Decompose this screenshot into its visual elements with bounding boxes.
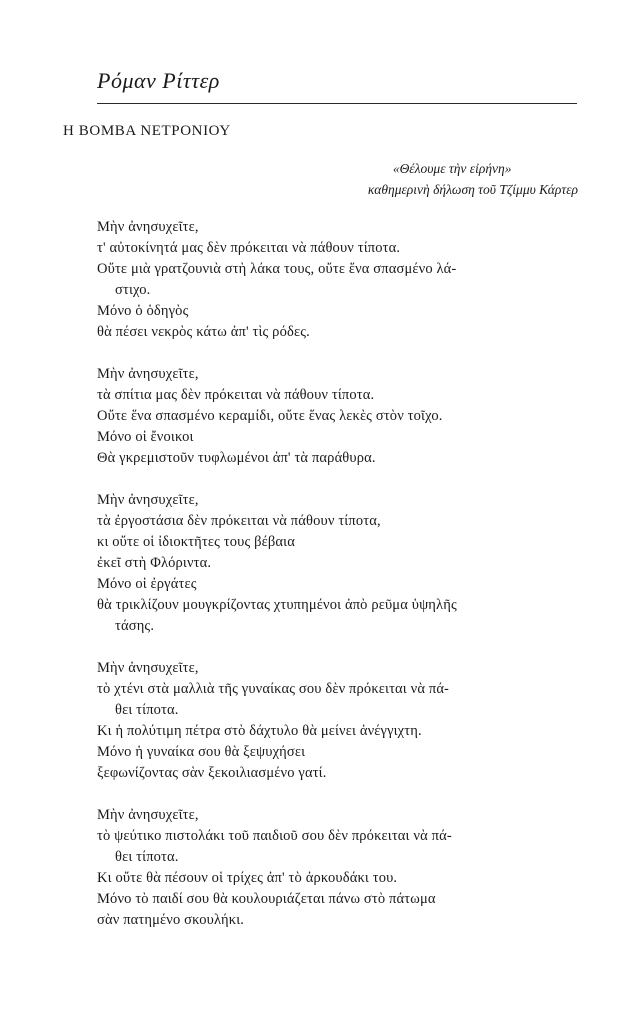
poem-line: Μόνο ἡ γυναίκα σου θὰ ξεψυχήσει — [97, 744, 306, 760]
header-rule — [97, 103, 577, 104]
poem-line: τὰ σπίτια μας δὲν πρόκειται νὰ πάθουν τίποτα. — [97, 387, 375, 403]
poem-line: Κι ἡ πολύτιμη πέτρα στὸ δάχτυλο θὰ μείνει ἀνέγγιχτη. — [97, 723, 422, 739]
poem-line: κι οὔτε οἱ ἰδιοκτῆτες τους βέβαια — [97, 534, 295, 550]
poem-line: Μόνο ὁ ὁδηγὸς — [97, 303, 189, 319]
poem-line: ξεφωνίζοντας σὰν ξεκοιλιασμένο γατί. — [97, 765, 327, 781]
poem-line: Οὔτε ἕνα σπασμένο κεραμίδι, οὔτε ἕνας λεκὲς στὸν τοῖχο. — [97, 408, 443, 424]
poem-line: Μόνο οἱ ἐργάτες — [97, 576, 197, 592]
poem-line: Κι οὔτε θὰ πέσουν οἱ τρίχες ἀπ' τὸ ἀρκουδάκι του. — [97, 870, 398, 886]
poem-line: τ' αὐτοκίνητά μας δὲν πρόκειται νὰ πάθουν τίποτα. — [97, 240, 401, 256]
poem-line: ἐκεῖ στὴ Φλόριντα. — [97, 555, 212, 571]
poem-title: Η ΒΟΜΒΑ ΝΕΤΡΟΝΙΟΥ — [63, 123, 231, 139]
poem-line: Μόνο τὸ παιδί σου θὰ κουλουριάζεται πάνω στὸ πάτωμα — [97, 891, 436, 907]
poem-line: Θὰ γκρεμιστοῦν τυφλωμένοι ἀπ' τὰ παράθυρα. — [97, 450, 376, 466]
poem-line: τάσης. — [115, 618, 155, 634]
stanza — [97, 658, 587, 784]
poem-line: θὰ τρικλίζουν μουγκρίζοντας χτυπημένοι ἀπὸ ρεῦμα ὑψηλῆς — [97, 597, 457, 613]
stanza — [97, 490, 587, 637]
stanza — [97, 217, 587, 343]
poem-line: Μὴν ἀνησυχεῖτε, — [97, 492, 199, 508]
poem-line: Οὔτε μιὰ γρατζουνιὰ στὴ λάκα τους, οὔτε ἕνα σπασμένο λά- — [97, 261, 457, 277]
poem-line: θει τίποτα. — [115, 849, 179, 865]
poem-line: Μὴν ἀνησυχεῖτε, — [97, 219, 199, 235]
stanza — [97, 364, 587, 469]
poem-line: σὰν πατημένο σκουλήκι. — [97, 912, 245, 928]
poem-line: τὰ ἐργοστάσια δὲν πρόκειται νὰ πάθουν τίποτα, — [97, 513, 381, 529]
poem-line: στιχο. — [115, 282, 151, 298]
poem-line: θει τίποτα. — [115, 702, 179, 718]
epigraph — [368, 158, 578, 200]
epigraph-attribution: καθημερινὴ δήλωση τοῦ Τζίμμυ Κάρτερ — [367, 182, 578, 197]
poem-line: Μὴν ἀνησυχεῖτε, — [97, 660, 199, 676]
poem-body — [97, 217, 587, 952]
poem-line: θὰ πέσει νεκρὸς κάτω ἀπ' τὶς ρόδες. — [97, 324, 310, 340]
poem-line: τὸ χτένι στὰ μαλλιὰ τῆς γυναίκας σου δὲν πρόκειται νὰ πά- — [97, 681, 450, 697]
author-name: Ρόμαν Ρίττερ — [97, 68, 220, 93]
poem-line: Μὴν ἀνησυχεῖτε, — [97, 366, 199, 382]
poem-line: τὸ ψεύτικο πιστολάκι τοῦ παιδιοῦ σου δὲν πρόκειται νὰ πά- — [97, 828, 452, 844]
stanza — [97, 805, 587, 931]
epigraph-quote: «Θέλουμε τὴν εἰρήνη» — [392, 161, 512, 176]
poem-line: Μὴν ἀνησυχεῖτε, — [97, 807, 199, 823]
poem-line: Μόνο οἱ ἔνοικοι — [97, 429, 194, 445]
